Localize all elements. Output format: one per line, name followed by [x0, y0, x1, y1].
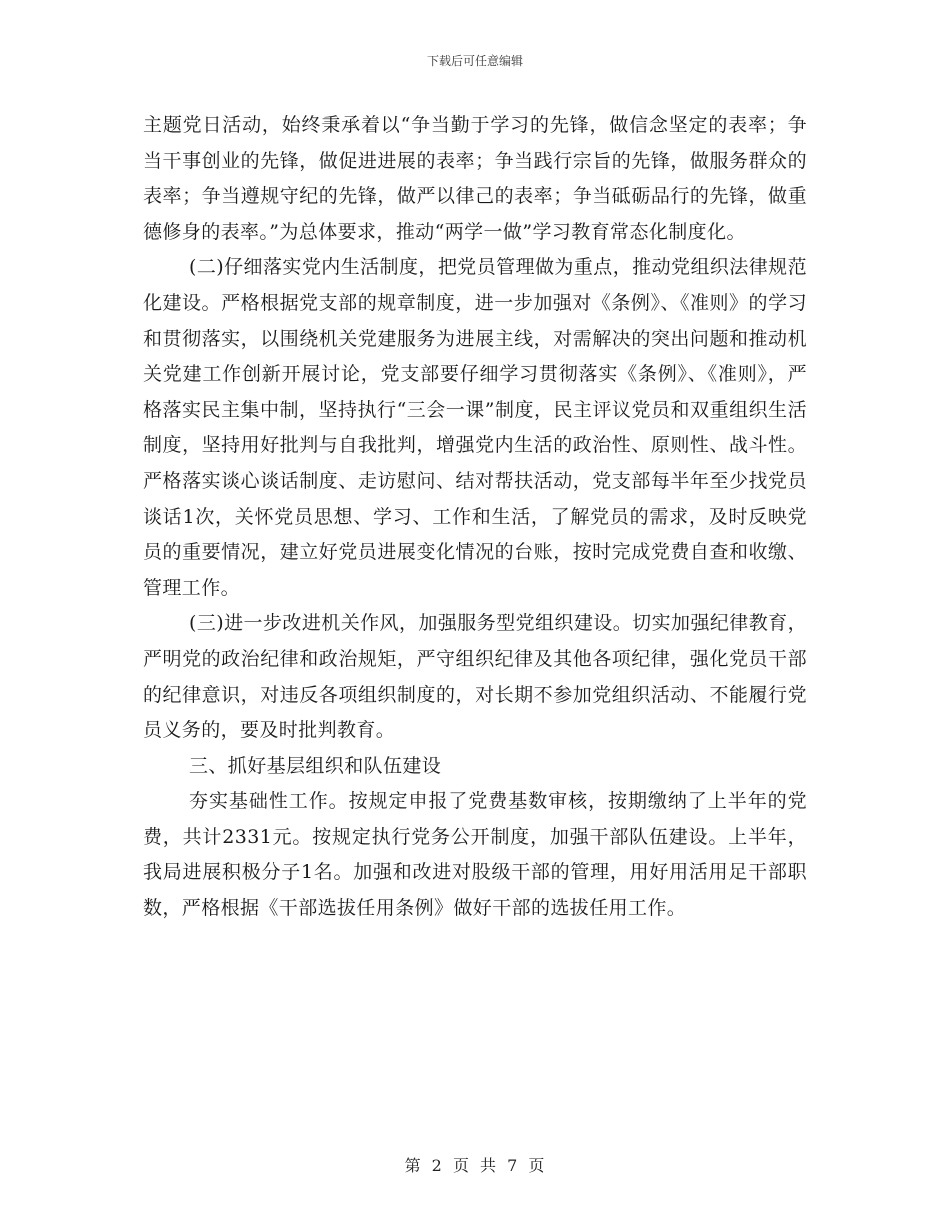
paragraph-theme-day: 主题党日活动，始终秉承着以“争当勤于学习的先锋，做信念坚定的表率；争当干事创业的先锋，做促进进展的表率；争当践行宗旨的先锋，做服务群众的表率；争当遵规守纪的先锋，做严以律己的表率；争当砥砺品行的先锋，做重德修身的表率。”为总体要求，推动“两学一做”学习教育常态化制度化。	[143, 114, 807, 243]
section-heading-grassroots: 三、抓好基层组织和队伍建设	[189, 754, 442, 777]
page-header-note: 下载后可任意编辑	[426, 54, 523, 68]
document-body	[143, 108, 807, 927]
paragraph-organ-style: (三)进一步改进机关作风，加强服务型党组织建设。切实加强纪律教育，严明党的政治纪律和政治规矩，严守组织纪律及其他各项纪律，强化党员干部的纪律意识，对违反各项组织制度的，对长期不参加党组织活动、不能履行党员义务的，要及时批判教育。	[143, 612, 807, 742]
paragraph-party-life-system: (二)仔细落实党内生活制度，把党员管理做为重点，推动党组织法律规范化建设。严格根据党支部的规章制度，进一步加强对《条例》、《准则》的学习和贯彻落实，以围绕机关党建服务为进展主线，对需解决的突出问题和推动机关党建工作创新开展讨论，党支部要仔细学习贯彻落实《条例》、《准则》，严格落实民主集中制，坚持执行“三会一课”制度，民主评议党员和双重组织生活制度，坚持用好批判与自我批判，增强党内生活的政治性、原则性、战斗性。严格落实谈心谈话制度、走访慰问、结对帮扶活动，党支部每半年至少找党员谈话1次，关怀党员思想、学习、工作和生活，了解党员的需求，及时反映党员的重要情况，建立好党员进展变化情况的台账，按时完成党费自查和收缴、管理工作。	[143, 256, 807, 599]
page-number-footer: 第 2 页 共 7 页	[404, 1156, 546, 1175]
paragraph-basic-work: 夯实基础性工作。按规定申报了党费基数审核，按期缴纳了上半年的党费，共计2331元。按规定执行党务公开制度，加强干部队伍建设。上半年，我局进展积极分子1名。加强和改进对股级干部的管理，用好用活用足干部职数，严格根据《干部选拔任用条例》做好干部的选拔任用工作。	[143, 790, 807, 920]
